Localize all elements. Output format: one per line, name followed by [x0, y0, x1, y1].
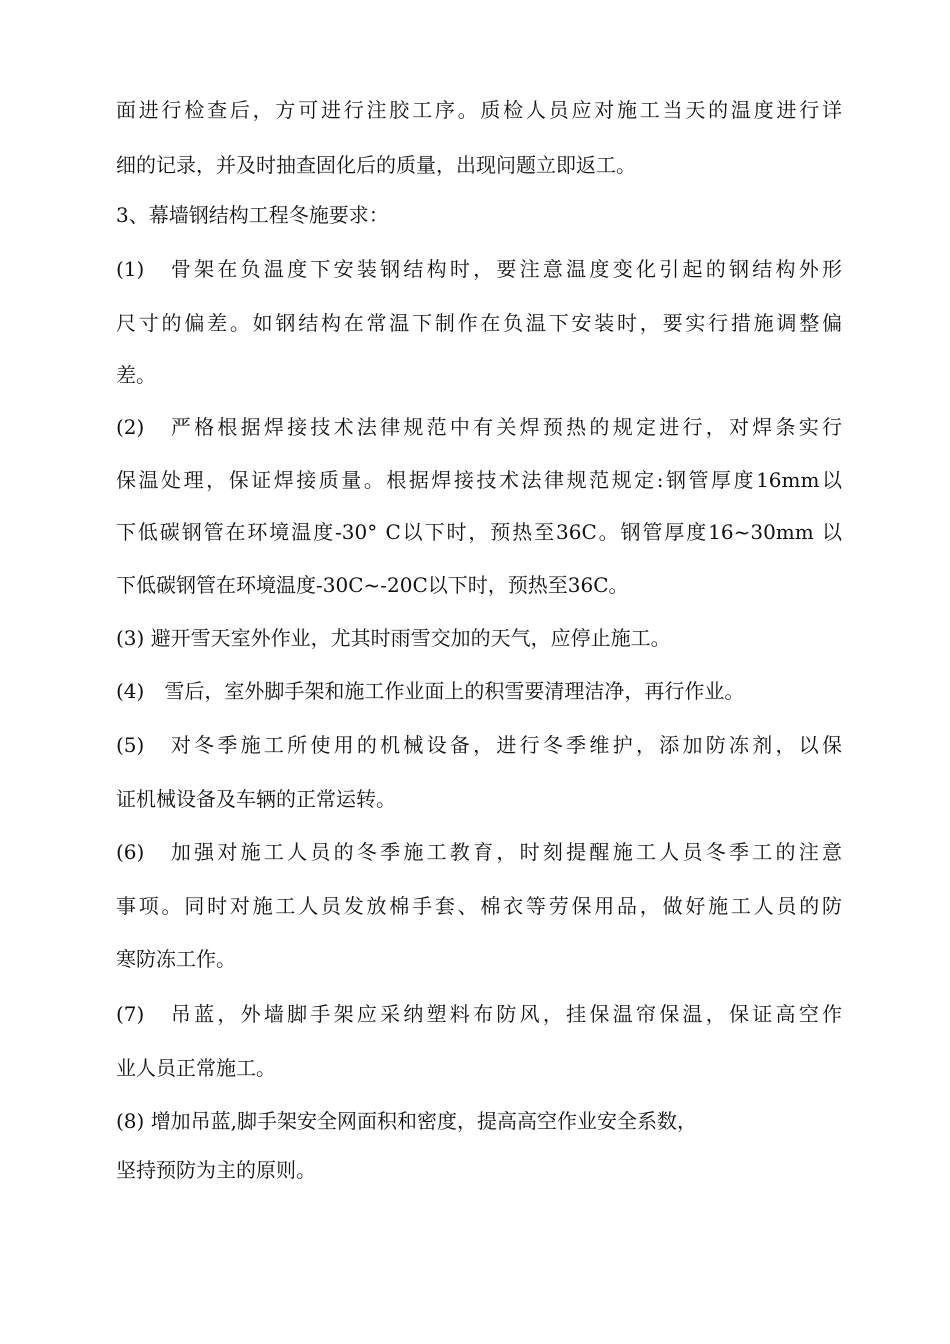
text-line: 寒防冻工作。 — [116, 947, 236, 971]
text-line: 尺寸的偏差。如钢结构在常温下制作在负温下安装时，要实行措施调整偏 — [116, 311, 842, 335]
text-line: 保温处理，保证焊接质量。根据焊接技术法律规范规定:钢管厚度16mm以 — [116, 468, 842, 492]
text-line: (3) 避开雪天室外作业，尤其时雨雪交加的天气，应停止施工。 — [116, 626, 671, 650]
section-heading: 3、幕墙钢结构工程冬施要求： — [116, 203, 389, 227]
text-line: 坚持预防为主的原则。 — [116, 1158, 316, 1182]
text-line: (8) 增加吊蓝,脚手架安全网面积和密度，提高高空作业安全系数， — [116, 1109, 698, 1133]
text-line: (4) 雪后，室外脚手架和施工作业面上的积雪要清理洁净，再行作业。 — [116, 679, 745, 703]
text-line: 面进行检查后，方可进行注胶工序。质检人员应对施工当天的温度进行详 — [116, 98, 842, 122]
text-line: 差。 — [116, 363, 156, 387]
text-line: 细的记录，并及时抽查固化后的质量，出现问题立即返工。 — [116, 153, 636, 177]
text-line: (5) 对冬季施工所使用的机械设备，进行冬季维护，添加防冻剂，以保 — [116, 733, 842, 757]
text-line: 下低碳钢管在环境温度-30° C以下时，预热至36C。钢管厚度16~30mm 以 — [116, 520, 842, 544]
text-line: (1) 骨架在负温度下安装钢结构时，要注意温度变化引起的钢结构外形 — [116, 257, 842, 281]
text-line: 业人员正常施工。 — [116, 1056, 276, 1080]
text-line: (2) 严格根据焊接技术法律规范中有关焊预热的规定进行，对焊条实行 — [116, 415, 842, 439]
text-line: (7) 吊蓝，外墙脚手架应采纳塑料布防风，挂保温帘保温，保证高空作 — [116, 1002, 842, 1026]
text-line: 证机械设备及车辆的正常运转。 — [116, 787, 396, 811]
text-line: (6) 加强对施工人员的冬季施工教育，时刻提醒施工人员冬季工的注意 — [116, 840, 842, 864]
text-line: 下低碳钢管在环境温度-30C~-20C以下时，预热至36C。 — [116, 573, 629, 597]
text-line: 事项。同时对施工人员发放棉手套、棉衣等劳保用品，做好施工人员的防 — [116, 894, 842, 918]
